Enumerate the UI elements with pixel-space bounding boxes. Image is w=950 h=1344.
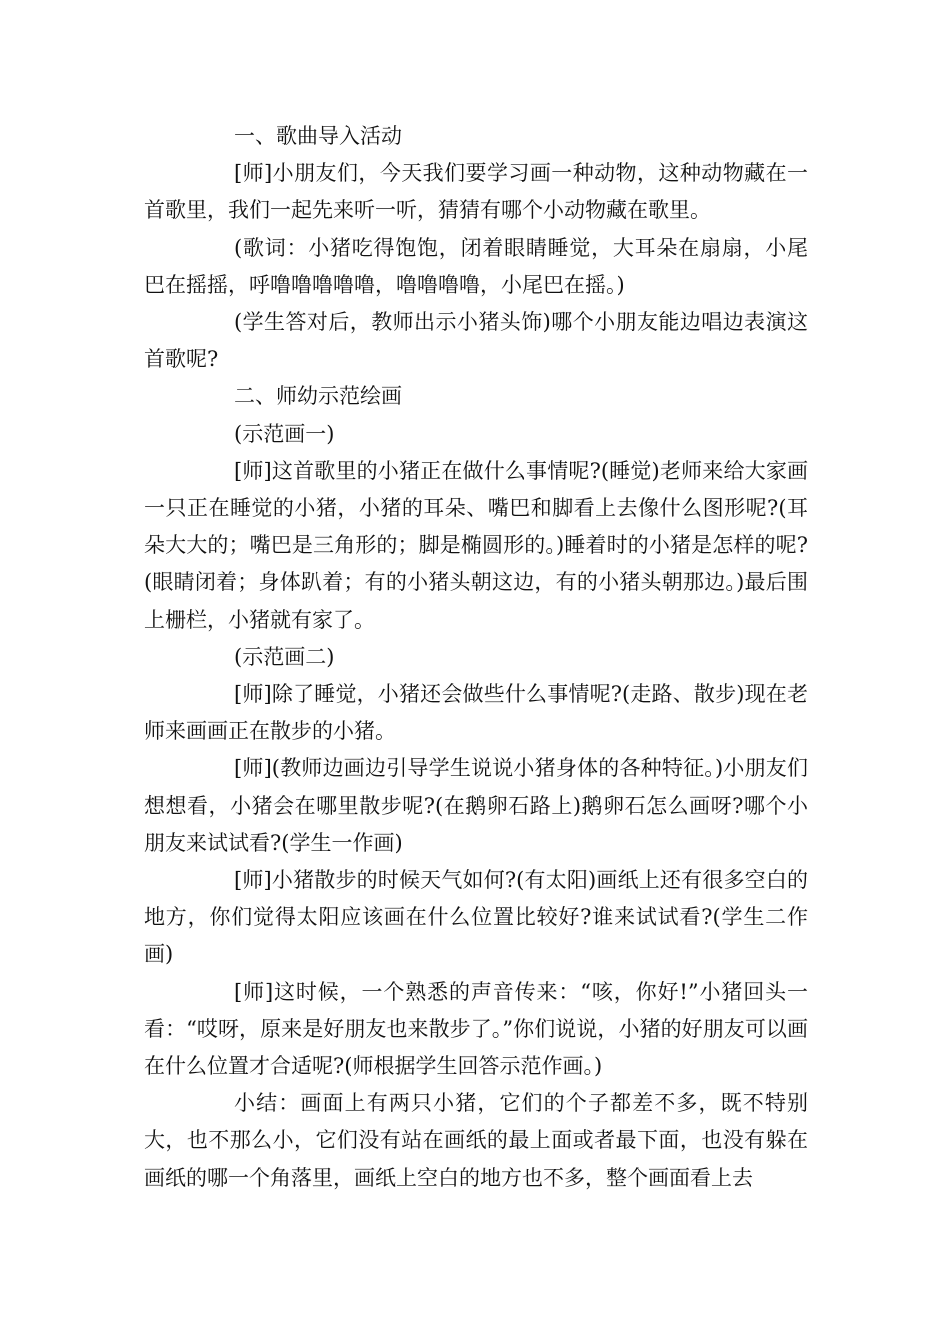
paragraph-friend: [师]这时候，一个熟悉的声音传来：“咳，你好!”小猪回头一看：“哎呀，原来是好朋友也来散步了。”你们说说，小猪的好朋友可以画在什么位置才合适呢?(师根据学生回答示范作画。) xyxy=(144,979,808,1079)
subheading-demo-two: (示范画二) xyxy=(234,644,335,669)
paragraph-walking-pig: [师]除了睡觉，小猪还会做些什么事情呢?(走路、散步)现在老师来画画正在散步的小猪。 xyxy=(144,682,808,744)
paragraph-student-answer: (学生答对后，教师出示小猪头饰)哪个小朋友能边唱边表演这首歌呢? xyxy=(144,310,808,372)
section-heading-demo-drawing: 二、师幼示范绘画 xyxy=(234,384,402,409)
paragraph-teacher-intro: [师]小朋友们，今天我们要学习画一种动物，这种动物藏在一首歌里，我们一起先来听一听，猜猜有哪个小动物藏在歌里。 xyxy=(144,161,808,223)
paragraph-sleeping-pig: [师]这首歌里的小猪正在做什么事情呢?(睡觉)老师来给大家画一只正在睡觉的小猪，小猪的耳朵、嘴巴和脚看上去像什么图形呢?(耳朵大大的；嘴巴是三角形的；脚是椭圆形的。)睡着时的小猪是怎样的呢?(眼睛闭着；身体趴着；有的小猪头朝这边，有的小猪头朝那边。)最后围上栅栏，小猪就有家了。 xyxy=(144,458,808,632)
document-body xyxy=(144,118,808,1197)
paragraph-summary: 小结：画面上有两只小猪，它们的个子都差不多，既不特别大，也不那么小，它们没有站在画纸的最上面或者最下面，也没有躲在画纸的哪一个角落里，画纸上空白的地方也不多，整个画面看上去 xyxy=(144,1091,808,1190)
paragraph-lyrics: (歌词：小猪吃得饱饱，闭着眼睛睡觉，大耳朵在扇扇，小尾巴在摇摇，呼噜噜噜噜噜，噜噜噜噜，小尾巴在摇。) xyxy=(144,235,808,297)
paragraph-sun: [师]小猪散步的时候天气如何?(有太阳)画纸上还有很多空白的地方，你们觉得太阳应该画在什么位置比较好?谁来试试看?(学生二作画) xyxy=(144,868,808,967)
section-heading-song-intro: 一、歌曲导入活动 xyxy=(234,124,402,148)
subheading-demo-one: (示范画一) xyxy=(234,421,335,446)
paragraph-pebble-road: [师](教师边画边引导学生说说小猪身体的各种特征。)小朋友们想想看，小猪会在哪里散步呢?(在鹅卵石路上)鹅卵石怎么画呀?哪个小朋友来试试看?(学生一作画) xyxy=(144,756,808,855)
